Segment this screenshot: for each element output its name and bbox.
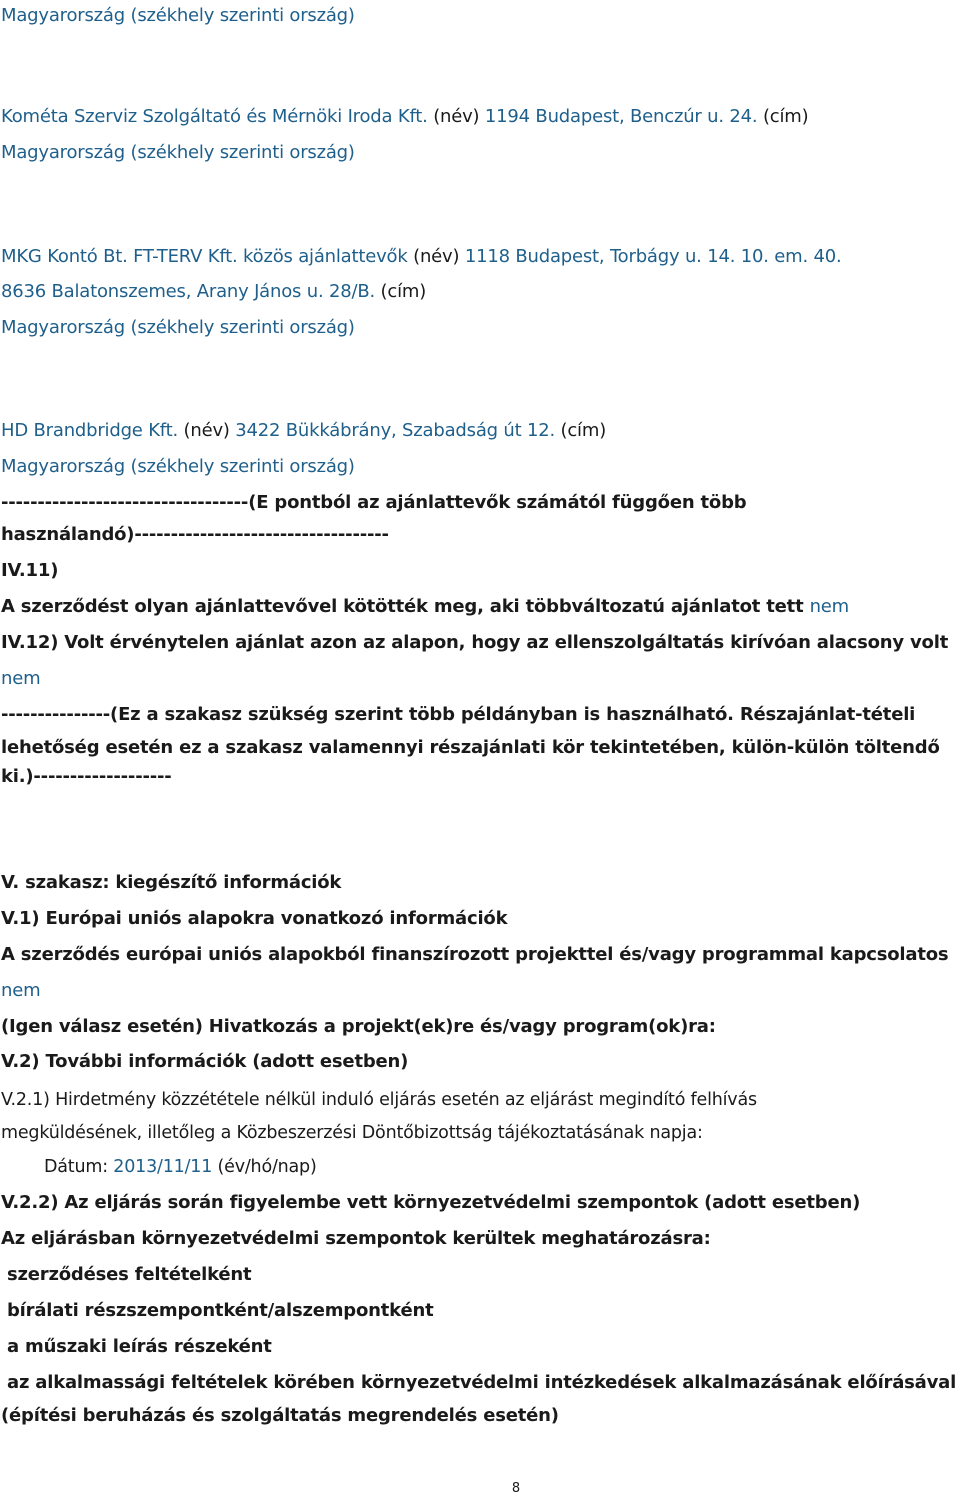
date-format: (év/hó/nap) [212,1157,317,1177]
bidder-name: Kométa Szerviz Szolgáltató és Mérnöki Iroda Kft. [1,106,428,127]
separator-note: használandó)----------------------------------- [1,524,389,545]
bidder-3 [1,244,842,270]
bidder-name: MKG Kontó Bt. FT-TERV Kft. közös ajánlattevők [1,246,408,267]
question-iv11 [1,594,849,620]
country-text: Magyarország (székhely szerinti ország) [1,142,355,163]
bidder-address: 8636 Balatonszemes, Arany János u. 28/B. [1,281,376,302]
subsection-v1: V.1) Európai uniós alapokra vonatkozó információk [1,908,508,929]
bidder-2 [1,104,808,130]
date-label: Dátum: [44,1157,114,1177]
answer-value: nem [1,980,41,1001]
bidder-address: 1194 Budapest, Benczúr u. 24. [484,106,758,127]
list-item-tail: (építési beruházás és szolgáltatás megrendelés esetén) [1,1405,559,1426]
section-note: ki.)------------------- [1,766,172,787]
name-tag: (név) [427,106,485,127]
question-v1: A szerződés európai uniós alapokból finanszírozott projekttel és/vagy programmal kapcsolatos [1,944,949,965]
section-title: V. szakasz: kiegészítő információk [1,872,342,893]
list-item: a műszaki leírás részeként [7,1336,272,1357]
address-tag: (cím) [555,420,607,441]
section-note: ---------------(Ez a szakasz szükség szerint több példányban is használható. Részajánlat-tételi [1,704,916,725]
address-tag: (cím) [757,106,809,127]
reference-line: (Igen válasz esetén) Hivatkozás a projekt(ek)re és/vagy program(ok)ra: [1,1016,716,1037]
bidder-name: HD Brandbridge Kft. [1,420,179,441]
name-tag: (név) [178,420,236,441]
page-number: 8 [511,1481,521,1496]
question-text: A szerződést olyan ajánlattevővel kötötték meg, aki többváltozatú ajánlatot tett [1,596,810,617]
subsection-v2: V.2) További információk (adott esetben) [1,1051,409,1072]
address-tag: (cím) [375,281,427,302]
section-note: lehetőség esetén ez a szakasz valamennyi részajánlati kör tekintetében, külön-külön töltendő [1,737,940,758]
separator-note: ----------------------------------(E pontból az ajánlattevők számától függően több [1,492,747,513]
question-iv12: IV.12) Volt érvénytelen ajánlat azon az alapon, hogy az ellenszolgáltatás kirívóan alacsony volt [1,632,949,653]
country-text: Magyarország (székhely szerinti ország) [1,317,355,338]
list-item: szerződéses feltételként [7,1264,252,1285]
v21-text: V.2.1) Hirdetmény közzététele nélkül induló eljárás esetén az eljárást megindító felhívás [1,1090,757,1110]
bidder-address: 3422 Bükkábrány, Szabadság út 12. [235,420,556,441]
section-heading-iv11: IV.11) [1,560,59,581]
country-text: Magyarország (székhely szerinti ország) [1,5,355,26]
country-text: Magyarország (székhely szerinti ország) [1,456,355,477]
answer-value: nem [1,668,41,689]
question-v22: Az eljárásban környezetvédelmi szempontok kerültek meghatározásra: [1,1228,711,1249]
bidder-3-address-2 [1,279,426,305]
list-item: az alkalmassági feltételek körében környezetvédelmi intézkedések alkalmazásának előírásával [7,1372,957,1393]
v21-text: megküldésének, illetőleg a Közbeszerzési Döntőbizottság tájékoztatásának napja: [1,1123,703,1143]
name-tag: (név) [407,246,465,267]
bidder-address: 1118 Budapest, Torbágy u. 14. 10. em. 40. [464,246,842,267]
date-line [44,1154,317,1180]
list-item: bírálati részszempontként/alszempontként [7,1300,434,1321]
answer-value: nem [809,596,849,617]
date-value: 2013/11/11 [113,1157,213,1177]
subsection-v22: V.2.2) Az eljárás során figyelembe vett környezetvédelmi szempontok (adott esetben) [1,1192,861,1213]
bidder-4 [1,418,606,444]
